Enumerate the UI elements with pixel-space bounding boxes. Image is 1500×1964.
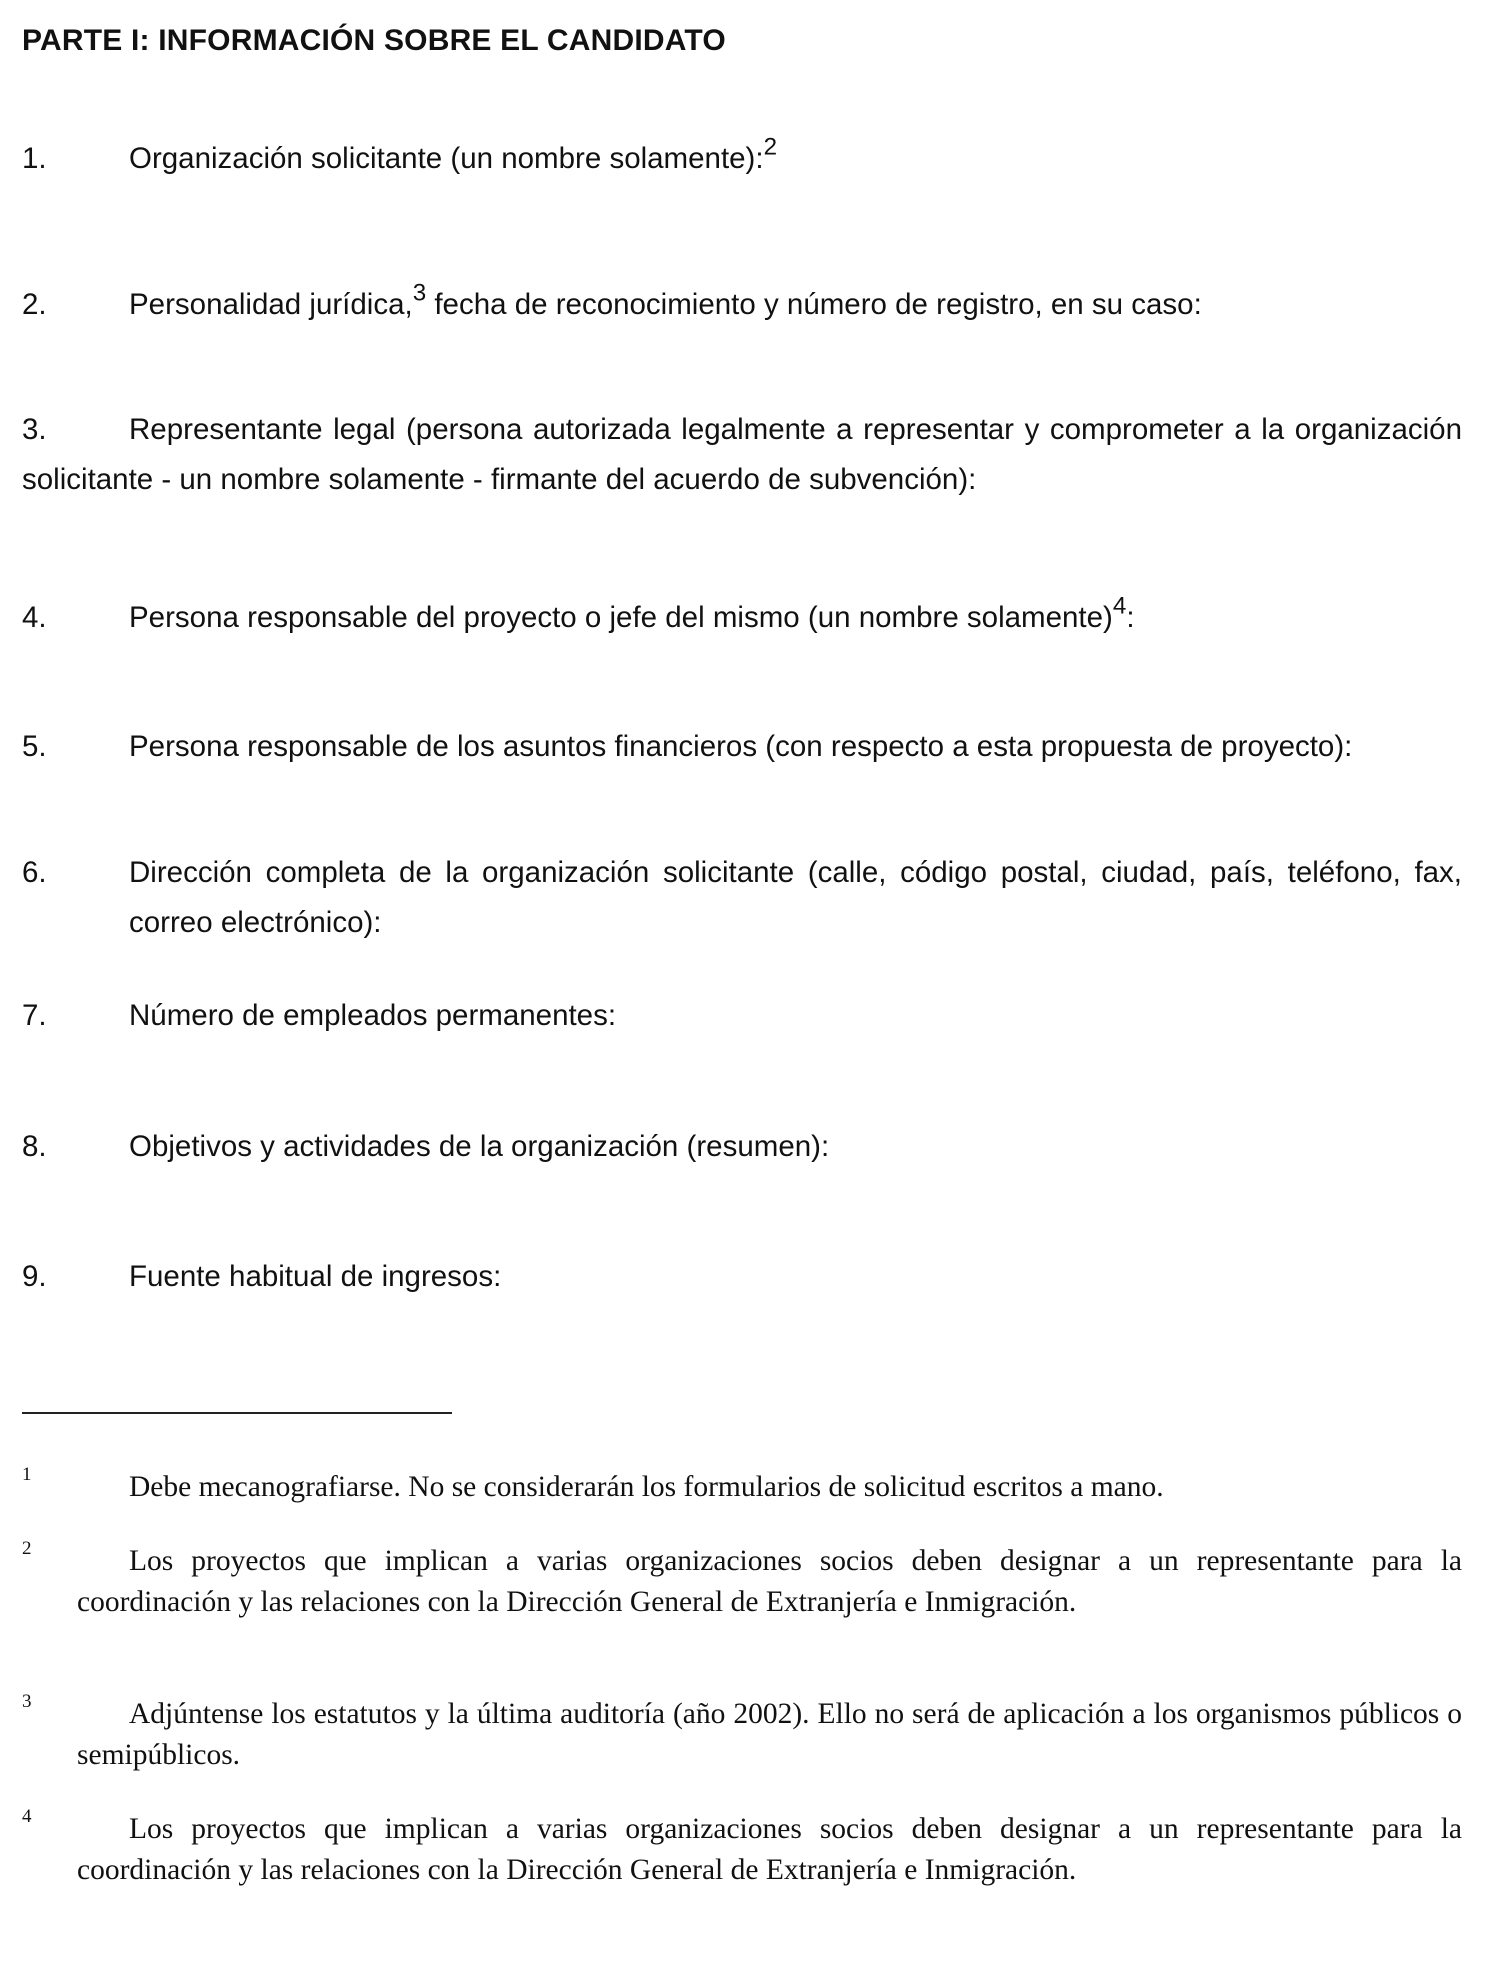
footnote-text: Los proyectos que implican a varias organizaciones socios deben designar a un representante para la coordinación y las relaciones con la Dirección General de Extranjería e Inmigración. [77,1813,1462,1886]
item-text: Representante legal (persona autorizada legalmente a representar y comprometer a la organización solicitante - un nombre solamente - firmante del acuerdo de subvención): [22,413,1462,496]
footnote-separator [22,1412,452,1414]
footnote-ref: 2 [763,133,778,161]
item-text [129,280,1462,330]
item-label: Persona responsable del proyecto o jefe del mismo (un nombre solamente) [129,601,1113,634]
item-number: 2. [22,288,47,321]
footnote-3 [22,1691,1462,1776]
item-text: Fuente habitual de ingresos: [129,1260,502,1293]
footnote-1 [22,1464,1462,1508]
form-item-2 [22,280,1462,330]
footnote-number: 1 [22,1464,32,1485]
footnote-text: Adjúntense los estatutos y la última auditoría (año 2002). Ello no será de aplicación a los organismos públicos o semipúblicos. [77,1698,1462,1771]
footnote-number: 2 [22,1538,32,1559]
item-text [129,134,1462,184]
form-item-9 [22,1252,1462,1302]
item-label-cont: : [1126,601,1135,634]
section-heading: PARTE I: INFORMACIÓN SOBRE EL CANDIDATO [22,24,726,57]
item-text: Dirección completa de la organización solicitante (calle, código postal, ciudad, país, teléfono, fax, correo electrónico): [129,856,1462,939]
form-item-4 [22,593,1462,643]
item-number: 7. [22,999,47,1032]
item-label: Organización solicitante (un nombre solamente): [129,142,764,175]
footnote-number: 3 [22,1691,32,1712]
form-item-7 [22,991,1462,1041]
item-number: 6. [22,856,47,889]
item-label-cont: fecha de reconocimiento y número de registro, en su caso: [426,288,1202,321]
item-label: Personalidad jurídica, [129,288,413,321]
item-number: 9. [22,1260,47,1293]
form-item-5 [22,722,1462,772]
form-item-1 [22,134,1462,184]
item-number: 4. [22,601,47,634]
item-text: Objetivos y actividades de la organización (resumen): [129,1130,830,1163]
item-number: 8. [22,1130,47,1163]
footnote-text: Debe mecanografiarse. No se considerarán los formularios de solicitud escritos a mano. [129,1471,1164,1503]
form-item-8 [22,1122,1462,1172]
form-item-6 [22,848,1462,948]
footnote-ref: 3 [412,279,427,307]
item-number: 1. [22,142,47,175]
item-number: 3. [22,413,47,446]
item-text [129,593,1462,643]
footnote-number: 4 [22,1806,32,1827]
item-text: Persona responsable de los asuntos financieros (con respecto a esta propuesta de proyecto): [129,730,1353,763]
footnote-ref: 4 [1112,592,1127,620]
item-number: 5. [22,730,47,763]
footnote-2 [22,1538,1462,1623]
footnote-text: Los proyectos que implican a varias organizaciones socios deben designar a un representante para la coordinación y las relaciones con la Dirección General de Extranjería e Inmigración. [77,1545,1462,1618]
form-item-3 [22,405,1462,505]
item-text: Número de empleados permanentes: [129,999,617,1032]
footnote-4 [22,1806,1462,1891]
